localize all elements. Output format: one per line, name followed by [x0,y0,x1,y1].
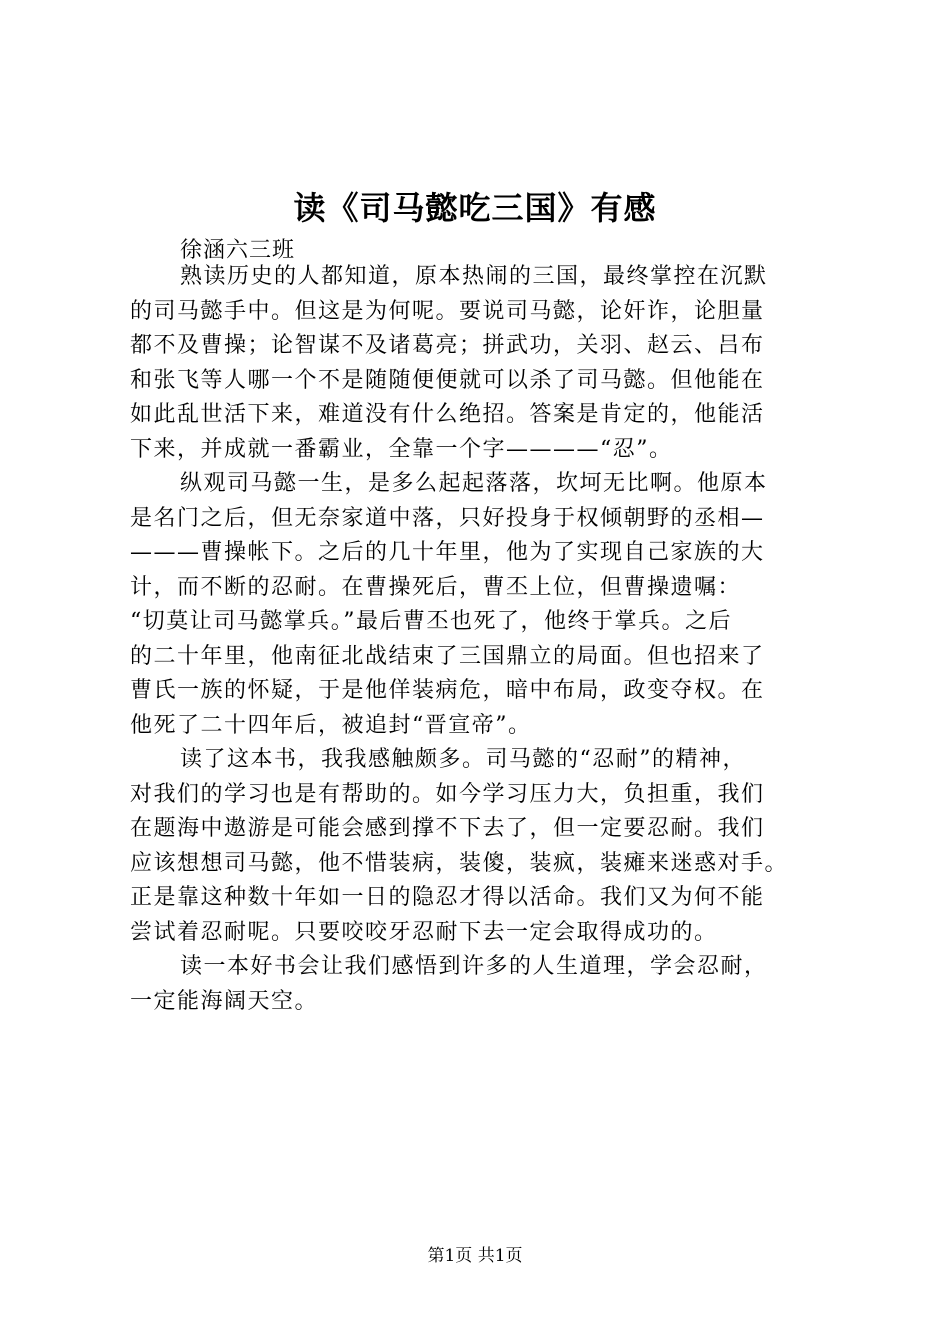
text-line: ———曹操帐下。之后的几十年里，他为了实现自己家族的大 [130,540,765,565]
text-line: 应该想想司马懿，他不惜装病，装傻，装疯，装瘫来迷惑对手。 [130,850,789,876]
text-line: 读一本好书会让我们感悟到许多的人生道理，学会忍耐， [180,954,768,979]
page-number-footer: 第1页 共1页 [427,1246,523,1266]
text-line: 是名门之后，但无奈家道中落，只好投身于权倾朝野的丞相— [130,505,765,531]
text-line: 熟读历史的人都知道，原本热闹的三国，最终掌控在沉默 [180,264,768,289]
text-line: 他死了二十四年后，被追封“晋宣帝”。 [130,712,532,738]
paragraph [130,260,835,467]
text-line: “切莫让司马懿掌兵。”最后曹丕也死了，他终于掌兵。之后 [130,609,732,634]
text-line: 正是靠这种数十年如一日的隐忍才得以活命。我们又为何不能 [130,885,765,910]
document-title: 读《司马懿吃三国》有感 [293,189,657,227]
text-line: 下来，并成就一番霸业，全靠一个字————“忍”。 [130,436,673,462]
text-line: 的司马懿手中。但这是为何呢。要说司马懿，论奸诈，论胆量 [130,298,765,324]
text-line: 对我们的学习也是有帮助的。如今学习压力大，负担重，我们 [130,781,765,807]
text-line: 都不及曹操；论智谋不及诸葛亮；拼武功，关羽、赵云、吕布 [130,333,765,358]
text-line: 和张飞等人哪一个不是随随便便就可以杀了司马懿。但他能在 [130,367,765,393]
text-line: 尝试着忍耐呢。只要咬咬牙忍耐下去一定会取得成功的。 [130,919,718,945]
text-line: 读了这本书，我我感触颇多。司马懿的“忍耐”的精神， [180,747,746,772]
text-line: 一定能海阔天空。 [130,988,319,1014]
document-body [130,260,835,1019]
paragraph [130,950,835,1019]
paragraph [130,743,835,950]
text-line: 在题海中遨游是可能会感到撑不下去了，但一定要忍耐。我们 [130,816,765,841]
text-line: 计，而不断的忍耐。在曹操死后，曹丕上位，但曹操遗嘱： [130,574,742,600]
author-line: 徐涵六三班 [180,238,296,263]
text-line: 如此乱世活下来，难道没有什么绝招。答案是肯定的，他能活 [130,402,765,427]
paragraph [130,467,835,743]
text-line: 的二十年里，他南征北战结束了三国鼎立的局面。但也招来了 [130,643,765,669]
text-line: 纵观司马懿一生，是多么起起落落，坎坷无比啊。他原本 [180,471,768,496]
text-line: 曹氏一族的怀疑，于是他佯装病危，暗中布局，政变夺权。在 [130,678,765,703]
